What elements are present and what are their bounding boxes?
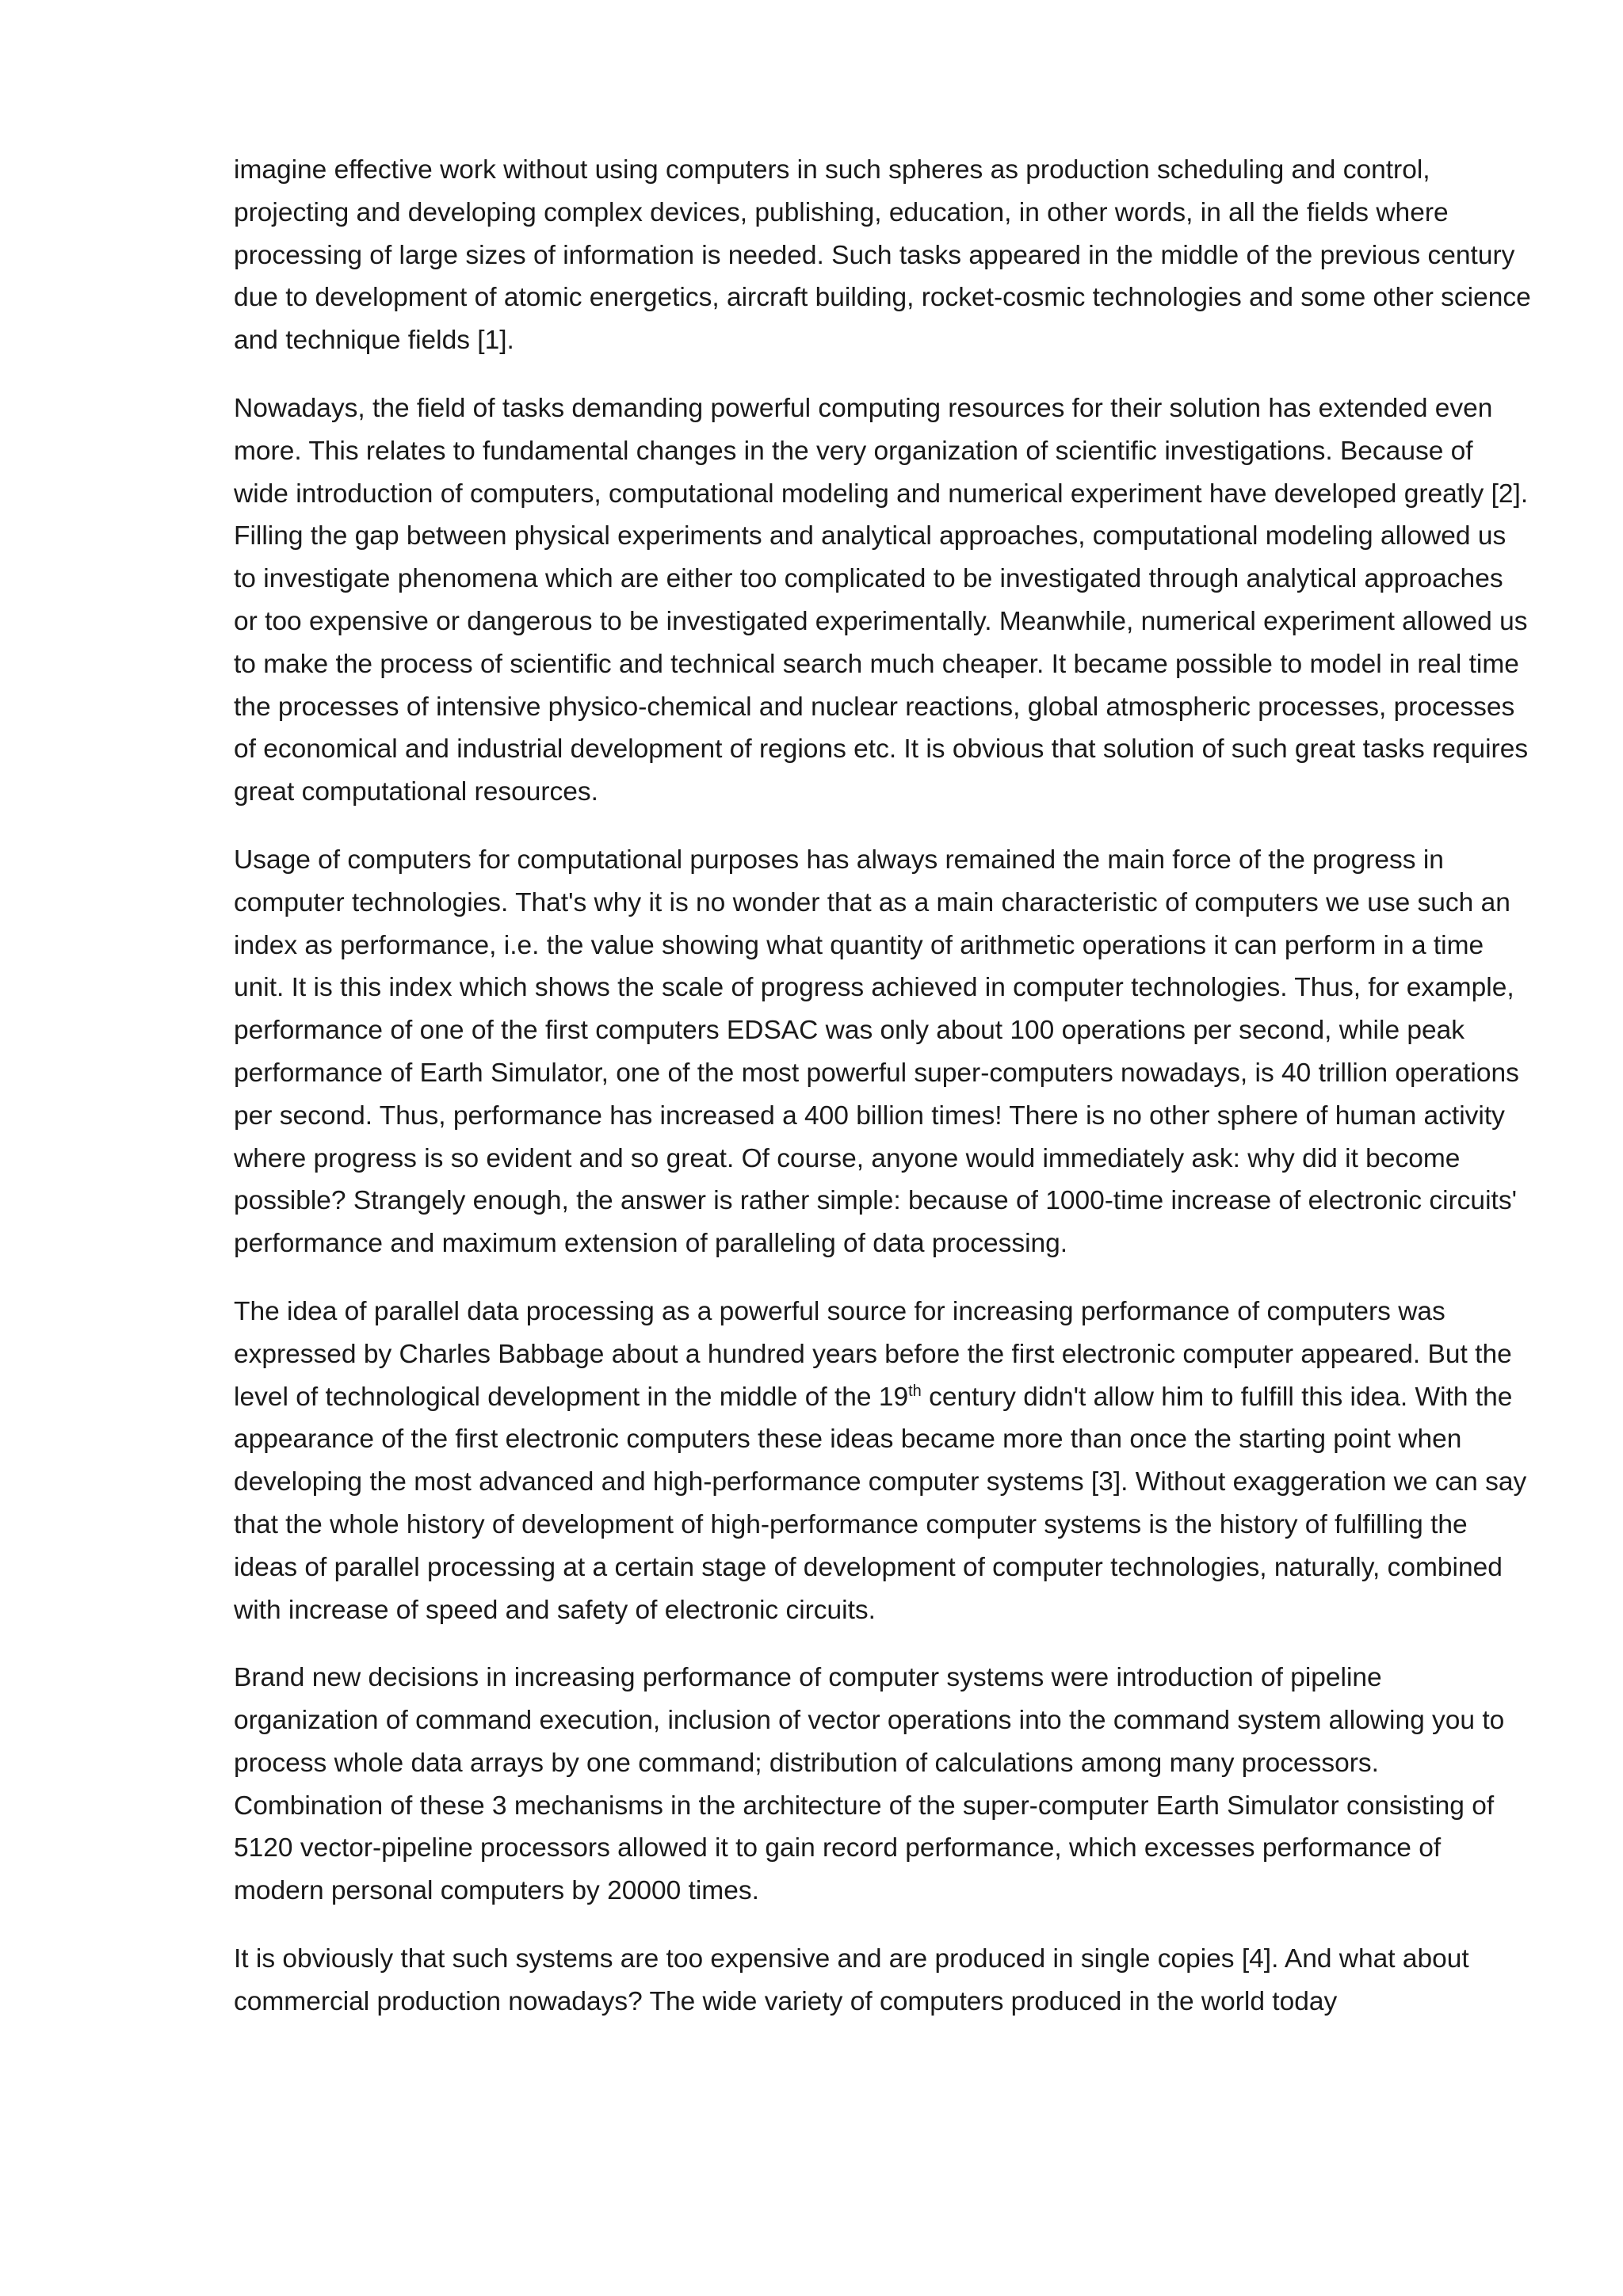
body-text — [234, 149, 1533, 2049]
ordinal-superscript: th — [908, 1382, 922, 1400]
paragraph-5: Brand new decisions in increasing performance of computer systems were introduction of pipeline organization of command execution, inclusion of vector operations into the command system allowing you to process whole data arrays by one command; distribution of calculations among many processors. Combination of these 3 mechanisms in the architecture of the super-computer Earth Simulator consisting of 5120 vector-pipeline processors allowed it to gain record performance, which excesses performance of modern personal computers by 20000 times. — [234, 1663, 1505, 1906]
paragraph-2: Nowadays, the field of tasks demanding powerful computing resources for their solution has extended even more. This relates to fundamental changes in the very organization of scientific investigations. Because of wide introduction of computers, computational modeling and numerical experiment have developed greatly [2]. Filling the gap between physical experiments and analytical approaches, computational modeling allowed us to investigate phenomena which are either too complicated to be investigated through analytical approaches or too expensive or dangerous to be investigated experimentally. Meanwhile, numerical experiment allowed us to make the process of scientific and technical search much cheaper. It became possible to model in real time the processes of intensive physico-chemical and nuclear reactions, global atmospheric processes, processes of economical and industrial development of regions etc. It is obvious that solution of such great tasks requires great computational resources. — [234, 393, 1529, 807]
paragraph-1: imagine effective work without using computers in such spheres as production scheduling and control, projecting and developing complex devices, publishing, education, in other words, in all the fields where processing of large sizes of information is needed. Such tasks appeared in the middle of the previous century due to development of atomic energetics, aircraft building, rocket-cosmic technologies and some other science and technique fields [1]. — [234, 155, 1531, 356]
paragraph-4 — [234, 1291, 1533, 1631]
paragraph-4-text-after: century didn't allow him to fulfill this idea. With the appearance of the first electronic computers these ideas became more than once the starting point when developing the most advanced and high-performance computer systems [3]. Without exaggeration we can say that the whole history of development of high-performance computer systems is the history of fulfilling the ideas of parallel processing at a certain stage of development of computer technologies, naturally, combined with increase of speed and safety of electronic circuits. — [234, 1382, 1527, 1625]
paragraph-4-text-before: The idea of parallel data processing as a powerful source for increasing performance of computers was expressed by Charles Babbage about a hundred years before the first electronic computer appeared. But the level of technological development in the middle of the 19 — [234, 1296, 1512, 1412]
paragraph-6: It is obviously that such systems are too expensive and are produced in single copies [4]. And what about commercial production nowadays? The wide variety of computers produced in the world today — [234, 1944, 1469, 2016]
paragraph-3: Usage of computers for computational purposes has always remained the main force of the progress in computer technologies. That's why it is no wonder that as a main characteristic of computers we use such an index as performance, i.e. the value showing what quantity of arithmetic operations it can perform in a time unit. It is this index which shows the scale of progress achieved in computer technologies. Thus, for example, performance of one of the first computers EDSAC was only about 100 operations per second, while peak performance of Earth Simulator, one of the most powerful super-computers nowadays, is 40 trillion operations per second. Thus, performance has increased a 400 billion times! There is no other sphere of human activity where progress is so evident and so great. Of course, anyone would immediately ask: why did it become possible? Strangely enough, the answer is rather simple: because of 1000-time increase of electronic circuits' performance and maximum extension of paralleling of data processing. — [234, 845, 1519, 1259]
